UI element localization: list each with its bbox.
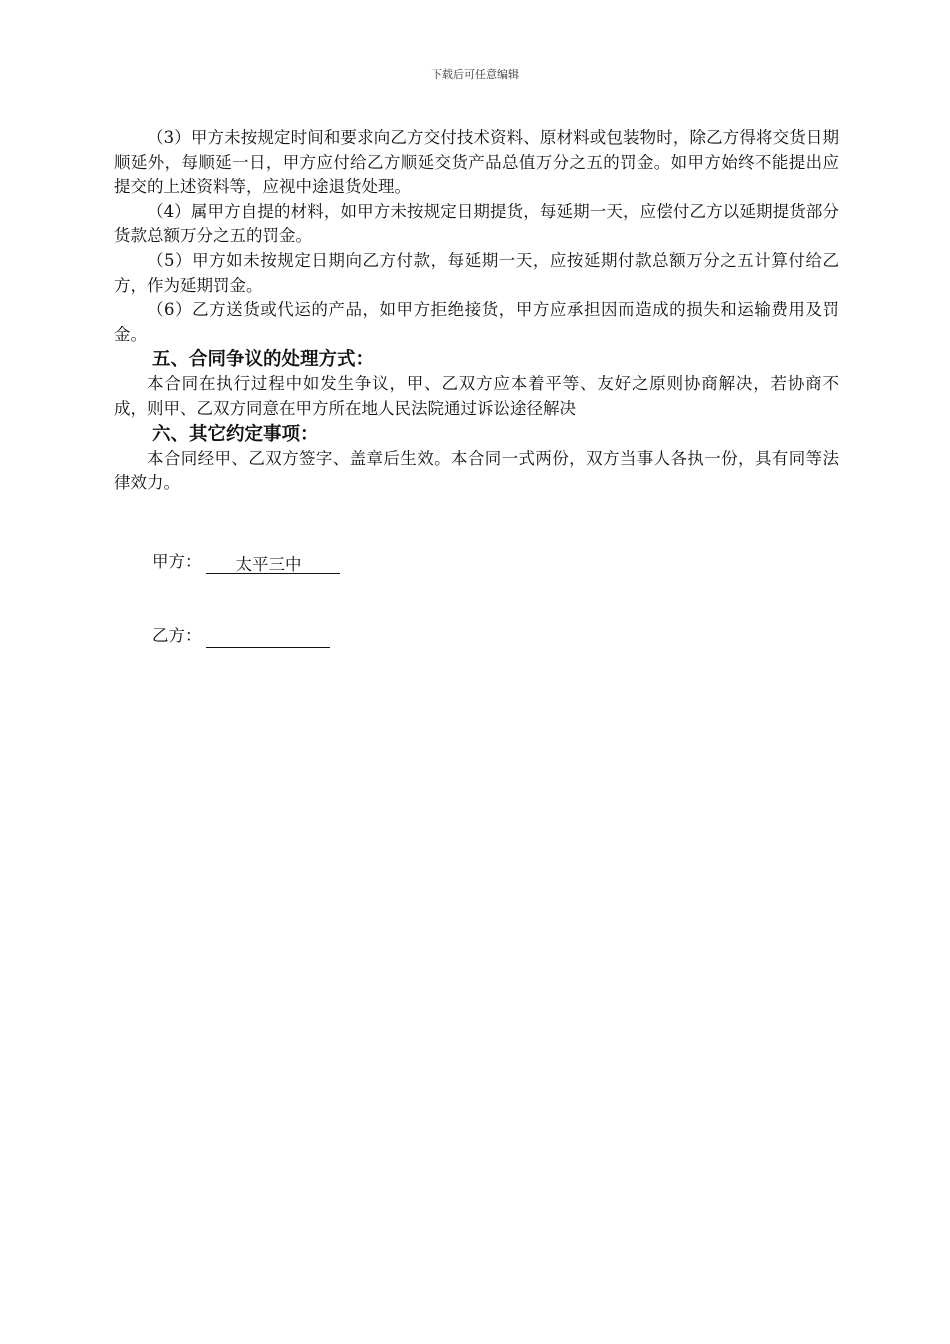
party-a-signature-line bbox=[206, 553, 340, 574]
signature-party-a bbox=[152, 550, 340, 574]
clause-3: （3）甲方未按规定时间和要求向乙方交付技术资料、原材料或包装物时，除乙方得将交货日期顺延外，每顺延一日，甲方应付给乙方顺延交货产品总值万分之五的罚金。如甲方始终不能提出应提交的上述资料等，应视中途退货处理。 bbox=[114, 128, 839, 197]
contract-body bbox=[114, 126, 839, 496]
section-5-heading: 五、合同争议的处理方式： bbox=[152, 349, 375, 371]
clause-5: （5）甲方如未按规定日期向乙方付款，每延期一天，应按延期付款总额万分之五计算付给乙方，作为延期罚金。 bbox=[114, 250, 839, 295]
clause-4: （4）属甲方自提的材料，如甲方未按规定日期提货，每延期一天，应偿付乙方以延期提货部分货款总额万分之五的罚金。 bbox=[114, 201, 839, 246]
section-6-text: 本合同经甲、乙双方签字、盖章后生效。本合同一式两份，双方当事人各执一份，具有同等法律效力。 bbox=[114, 448, 839, 493]
party-b-signature-line bbox=[206, 627, 330, 648]
section-6-heading: 六、其它约定事项： bbox=[152, 423, 319, 445]
clause-6: （6）乙方送货或代运的产品，如甲方拒绝接货，甲方应承担因而造成的损失和运输费用及罚金。 bbox=[114, 300, 839, 344]
party-b-label: 乙方： bbox=[152, 626, 202, 645]
party-a-label: 甲方： bbox=[152, 552, 202, 571]
signature-party-b bbox=[152, 624, 330, 648]
party-a-value: 太平三中 bbox=[235, 555, 302, 574]
header-note: 下载后可任意编辑 bbox=[431, 68, 519, 81]
section-5-text: 本合同在执行过程中如发生争议，甲、乙双方应本着平等、友好之原则协商解决，若协商不成，则甲、乙双方同意在甲方所在地人民法院通过诉讼途径解决 bbox=[114, 374, 839, 418]
